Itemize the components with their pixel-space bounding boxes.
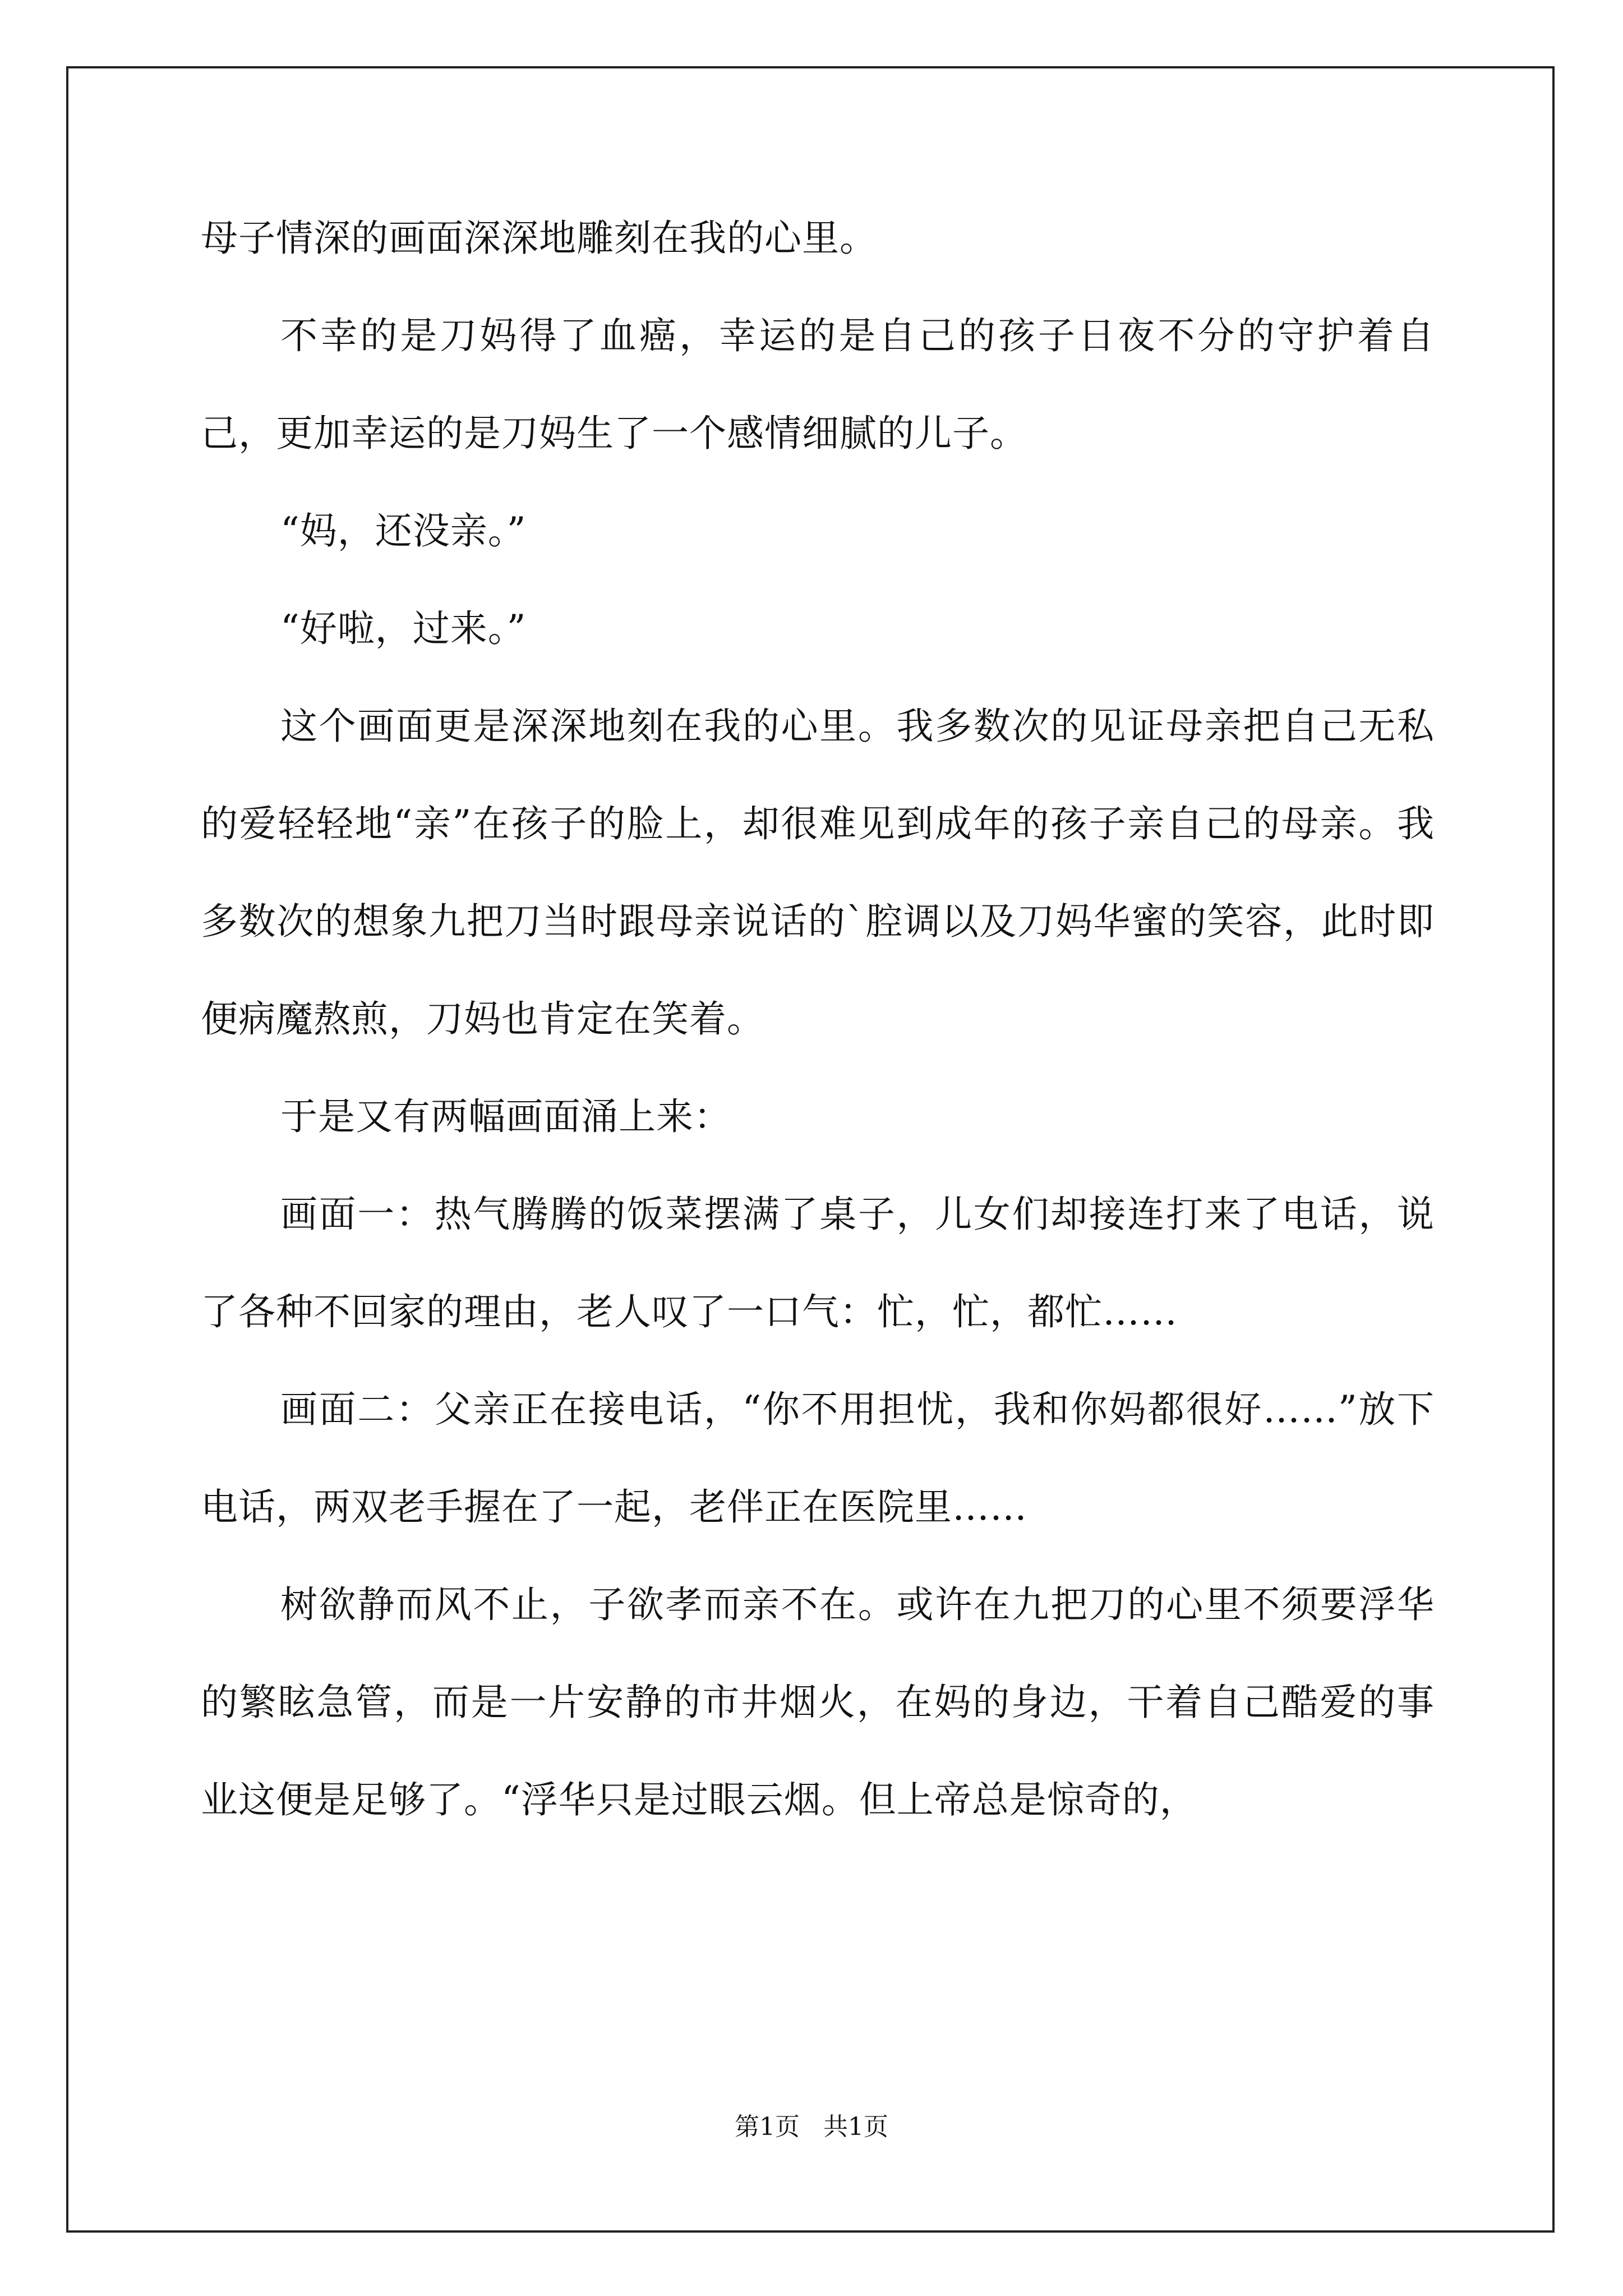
paragraph-8: 画面二：父亲正在接电话，“你不用担忧，我和你妈都很好……”放下电话，两双老手握在了一起，老伴正在医院里…… — [201, 1388, 1435, 1529]
paragraph-5: 这个画面更是深深地刻在我的心里。我多数次的见证母亲把自己无私的爱轻轻地“亲”在孩子的脸上，却很难见到成年的孩子亲自己的母亲。我多数次的想象九把刀当时跟母亲说话的`腔调以及刀妈华蜜的笑容，此时即便病魔熬煎，刀妈也肯定在笑着。 — [201, 705, 1435, 1041]
paragraph-1: 母子情深的画面深深地雕刻在我的心里。 — [201, 217, 877, 260]
page-total: 共1页 — [823, 2113, 888, 2141]
page-footer — [0, 2110, 1623, 2144]
paragraph-6: 于是又有两幅画面涌上来： — [280, 1095, 731, 1138]
paragraph-4: “好啦，过来。” — [280, 607, 527, 650]
paragraph-2: 不幸的是刀妈得了血癌，幸运的是自己的孩子日夜不分的守护着自己，更加幸运的是刀妈生了一个感情细腻的儿子。 — [201, 314, 1435, 455]
paragraph-3: “妈，还没亲。” — [280, 509, 527, 553]
page-number: 第1页 — [735, 2113, 800, 2141]
document-body — [201, 190, 1435, 1849]
paragraph-9: 树欲静而风不止，子欲孝而亲不在。或许在九把刀的心里不须要浮华的繁眩急管，而是一片安静的市井烟火，在妈的身边，干着自己酷爱的事业这便是足够了。“浮华只是过眼云烟。但上帝总是惊奇的， — [201, 1583, 1435, 1821]
paragraph-7: 画面一：热气腾腾的饭菜摆满了桌子，儿女们却接连打来了电话，说了各种不回家的理由，老人叹了一口气：忙，忙，都忙…… — [201, 1193, 1435, 1333]
